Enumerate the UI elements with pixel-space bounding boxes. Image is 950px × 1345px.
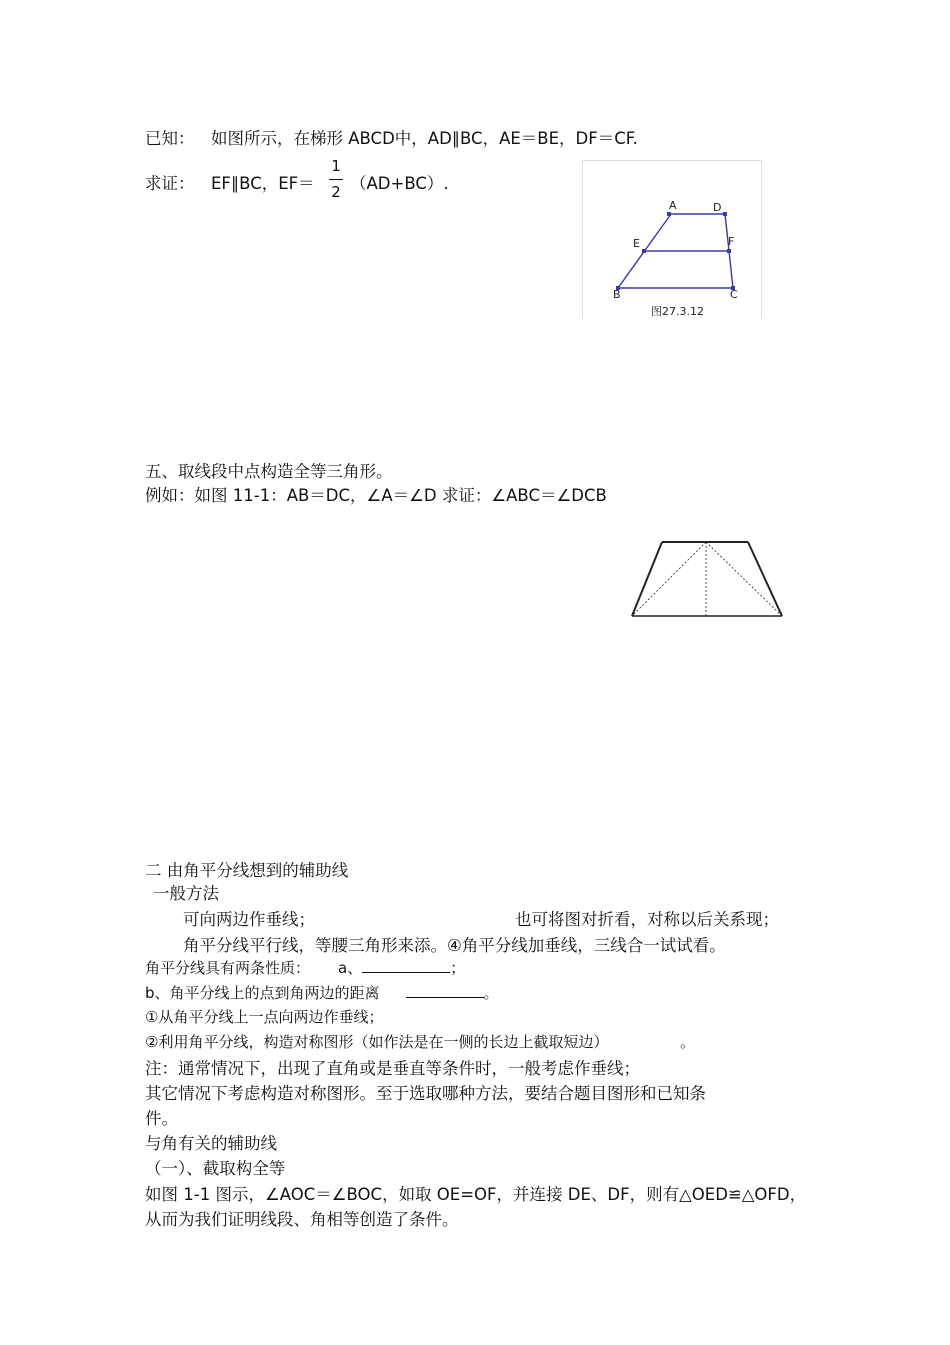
method-line1-left: 可向两边作垂线； [183,910,315,929]
dashed-diagonal-right [706,542,782,616]
item-2: ②利用角平分线，构造对称图形（如作法是在一侧的长边上截取短边） [145,1033,609,1051]
properties-intro [145,957,465,978]
label-f: F [728,235,735,248]
method-line2: 角平分线平行线，等腰三角形来添。④角平分线加垂线，三线合一试试看。 [183,936,726,955]
label-d: D [713,201,722,214]
label-e: E [633,237,640,250]
property-b-text: b、角平分线上的点到角两边的距离 [145,984,380,1002]
isosceles-trapezoid-figure [628,538,788,622]
prove-label: 求证： [145,174,195,193]
label-a: A [669,199,677,212]
section2-heading: 二 由角平分线想到的辅助线 [145,861,349,880]
note-line1: 注：通常情况下，出现了直角或是垂直等条件时，一般考虑作垂线； [145,1059,640,1078]
section5-example: 例如：如图 11-1：AB＝DC，∠A＝∠D 求证：∠ABC＝∠DCB [145,486,607,505]
figure-1-1-text: 如图 1-1 图示，∠AOC＝∠BOC，如取 OE=OF，并连接 DE、DF，则有△OED≌△OFD， [145,1185,807,1204]
point-a [667,212,671,216]
general-method: 一般方法 [153,884,219,903]
properties-intro-text: 角平分线具有两条性质： [145,959,311,977]
point-f [727,249,731,253]
fraction-bar [329,179,343,180]
given-text: 如图所示，在梯形 ABCD中，AD∥BC，AE＝BE，DF＝CF. [211,129,638,148]
point-e [642,249,646,253]
section5-heading: 五、取线段中点构造全等三角形。 [145,462,393,481]
given-label: 已知： [145,129,195,148]
fraction-numerator: 1 [331,157,341,175]
isosceles-trapezoid-diagram [628,538,788,622]
label-c: C [730,288,738,301]
trapezoid-figure [582,160,762,319]
right-edge [748,542,782,616]
label-b: B [613,288,621,301]
note-line3: 件。 [145,1109,178,1128]
prove-text-a: EF∥BC，EF＝ [211,174,315,193]
note-line2: 其它情况下考虑构造对称图形。至于选取哪种方法，要结合题目图形和已知条 [145,1084,706,1103]
point-d [723,212,727,216]
item-2-end: 。 [680,1033,696,1051]
property-b [145,982,499,1003]
property-a-blank [362,972,450,973]
item-1: ①从角平分线上一点向两边作垂线； [145,1008,384,1026]
method-line1-right: 也可将图对折看，对称以后关系现； [515,910,779,929]
subsection-1: （一）、截取构全等 [145,1159,286,1178]
figure-1-1-text-cont: 从而为我们证明线段、角相等创造了条件。 [145,1210,459,1229]
property-a-end: ； [450,959,466,977]
figure-caption: 图27.3.12 [651,305,704,318]
left-edge [632,542,662,616]
property-b-end: 。 [483,984,499,1002]
property-a-label: a、 [338,959,363,977]
fraction-denominator: 2 [331,183,341,201]
dashed-diagonal-left [632,542,706,616]
property-b-blank [406,997,484,998]
prove-text-b: （AD+BC）. [350,174,449,193]
angle-aux-heading: 与角有关的辅助线 [145,1134,277,1153]
